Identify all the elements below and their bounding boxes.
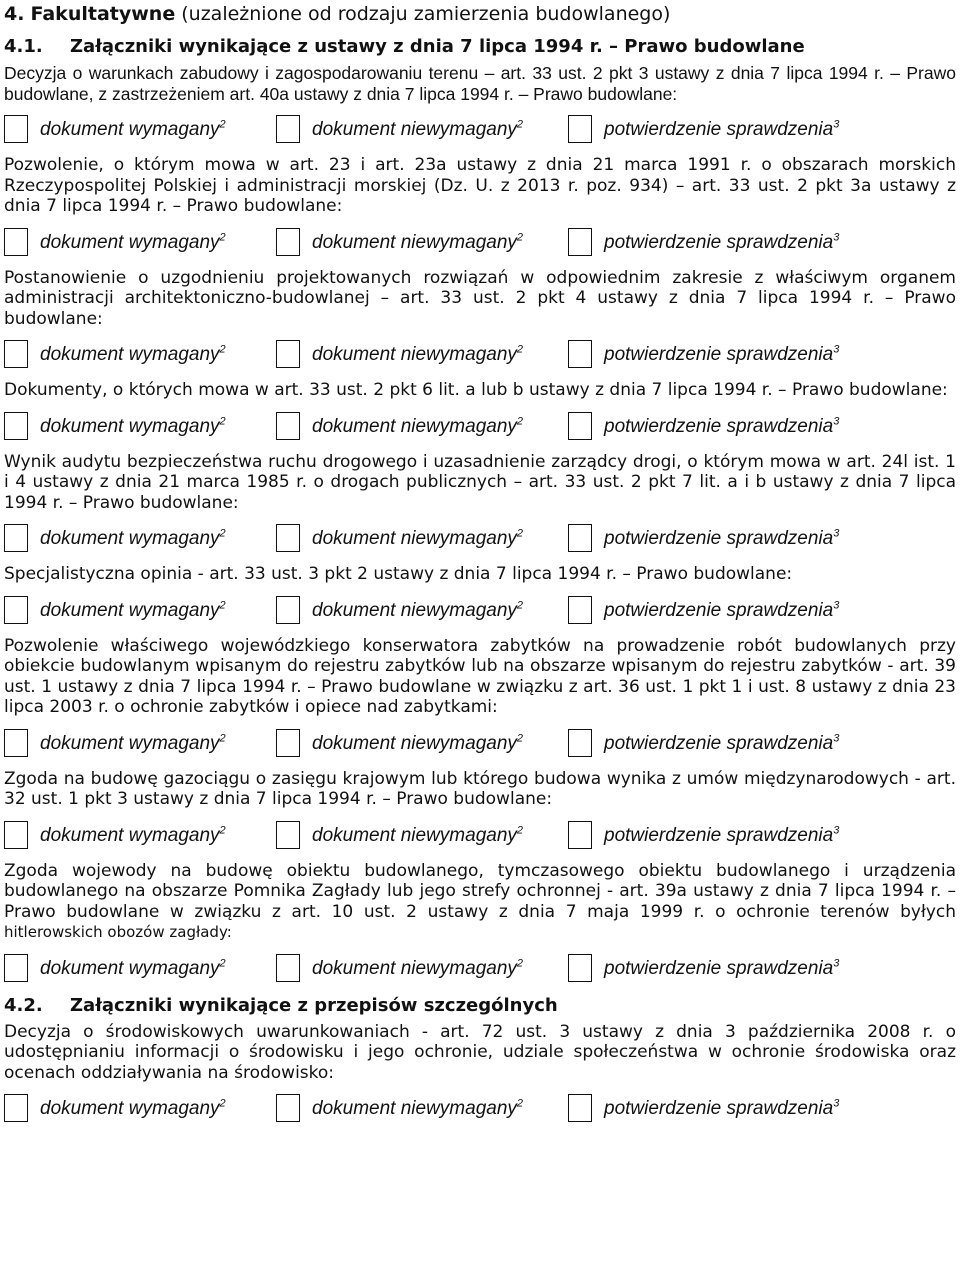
subsection-number: 4.1. <box>4 36 43 57</box>
subsection-number: 4.2. <box>4 994 43 1016</box>
not-required-label: dokument niewymagany$^2$ <box>312 118 524 140</box>
attachment-item-text: Decyzja o środowiskowych uwarunkowaniach - art. 72 ust. 3 ustawy z dnia 3 października 2008 r. o udostępnianiu informacji o środowisku i jego ochronie, udziale społeczeństwa w ochronie środowiska oraz ocenach oddziaływania na środowisko: <box>4 1021 956 1083</box>
confirmation-label: potwierdzenie sprawdzenia$^3$ <box>604 118 840 140</box>
confirmation-label: potwierdzenie sprawdzenia$^3$ <box>604 824 840 846</box>
attachment-item-text: Specjalistyczna opinia - art. 33 ust. 3 pkt 2 ustawy z dnia 7 lipca 1994 r. – Prawo budowlane: <box>4 564 793 584</box>
checkbox-row <box>4 112 956 146</box>
required-checkbox[interactable] <box>4 821 28 849</box>
not-required-label: dokument niewymagany$^2$ <box>312 231 524 253</box>
confirmation-checkbox[interactable] <box>568 115 592 143</box>
checkbox-row <box>4 225 956 259</box>
section-heading <box>4 0 956 26</box>
required-label: dokument wymagany$^2$ <box>40 824 226 846</box>
checkbox-row <box>4 409 956 443</box>
checkbox-row <box>4 1091 956 1125</box>
confirmation-checkbox[interactable] <box>568 729 592 757</box>
not-required-label: dokument niewymagany$^2$ <box>312 732 524 754</box>
required-checkbox[interactable] <box>4 1094 28 1122</box>
confirmation-checkbox[interactable] <box>568 821 592 849</box>
required-checkbox[interactable] <box>4 596 28 624</box>
confirmation-checkbox[interactable] <box>568 954 592 982</box>
not-required-checkbox[interactable] <box>276 954 300 982</box>
not-required-checkbox[interactable] <box>276 1094 300 1122</box>
required-label: dokument wymagany$^2$ <box>40 732 226 754</box>
required-label: dokument wymagany$^2$ <box>40 343 226 365</box>
not-required-label: dokument niewymagany$^2$ <box>312 415 524 437</box>
attachment-item-text: Wynik audytu bezpieczeństwa ruchu drogowego i uzasadnienie zarządcy drogi, o którym mowa w art. 24l ist. 1 i 4 ustawy z dnia 21 marca 1985 r. o drogach publicznych – art. 33 ust. 2 pkt 7 lit. a i b ustawy z dnia 7 lipca 1994 r. – Prawo budowlane: <box>4 451 956 513</box>
confirmation-checkbox[interactable] <box>568 340 592 368</box>
confirmation-label: potwierdzenie sprawdzenia$^3$ <box>604 231 840 253</box>
confirmation-checkbox[interactable] <box>568 1094 592 1122</box>
confirmation-label: potwierdzenie sprawdzenia$^3$ <box>604 527 840 549</box>
not-required-checkbox[interactable] <box>276 596 300 624</box>
not-required-label: dokument niewymagany$^2$ <box>312 957 524 979</box>
section-subtitle: (uzależnione od rodzaju zamierzenia budowlanego) <box>181 3 671 25</box>
required-checkbox[interactable] <box>4 954 28 982</box>
required-checkbox[interactable] <box>4 412 28 440</box>
confirmation-label: potwierdzenie sprawdzenia$^3$ <box>604 599 840 621</box>
checkbox-row <box>4 951 956 985</box>
attachment-item-text: Pozwolenie, o którym mowa w art. 23 i art. 23a ustawy z dnia 21 marca 1991 r. o obszarach morskich Rzeczypospolitej Polskiej i administracji morskiej (Dz. U. z 2013 r. poz. 934) – art. 33 ust. 2 pkt 3a ustawy z dnia 7 lipca 1994 r. – Prawo budowlane: <box>4 155 956 216</box>
not-required-label: dokument niewymagany$^2$ <box>312 343 524 365</box>
confirmation-checkbox[interactable] <box>568 228 592 256</box>
not-required-label: dokument niewymagany$^2$ <box>312 824 524 846</box>
not-required-label: dokument niewymagany$^2$ <box>312 527 524 549</box>
required-checkbox[interactable] <box>4 340 28 368</box>
not-required-checkbox[interactable] <box>276 524 300 552</box>
attachment-item-text: Zgoda na budowę gazociągu o zasięgu krajowym lub którego budowa wynika z umów międzynarodowych - art. 32 ust. 1 pkt 3 ustawy z dnia 7 lipca 1994 r. – Prawo budowlane: <box>4 768 956 809</box>
checkbox-row <box>4 521 956 555</box>
required-label: dokument wymagany$^2$ <box>40 1097 226 1119</box>
required-checkbox[interactable] <box>4 228 28 256</box>
attachment-item-text: Dokumenty, o których mowa w art. 33 ust. 2 pkt 6 lit. a lub b ustawy z dnia 7 lipca 1994 r. – Prawo budowlane: <box>4 380 948 400</box>
not-required-checkbox[interactable] <box>276 115 300 143</box>
required-label: dokument wymagany$^2$ <box>40 957 226 979</box>
confirmation-label: potwierdzenie sprawdzenia$^3$ <box>604 957 840 979</box>
required-label: dokument wymagany$^2$ <box>40 118 226 140</box>
subsection-title: Załączniki wynikające z ustawy z dnia 7 lipca 1994 r. – Prawo budowlane <box>70 36 805 57</box>
confirmation-label: potwierdzenie sprawdzenia$^3$ <box>604 732 840 754</box>
document-page <box>4 0 956 1134</box>
not-required-checkbox[interactable] <box>276 412 300 440</box>
not-required-label: dokument niewymagany$^2$ <box>312 599 524 621</box>
subsection-heading-4-2 <box>4 994 956 1018</box>
not-required-label: dokument niewymagany$^2$ <box>312 1097 524 1119</box>
not-required-checkbox[interactable] <box>276 729 300 757</box>
required-checkbox[interactable] <box>4 115 28 143</box>
checkbox-row <box>4 593 956 627</box>
required-checkbox[interactable] <box>4 729 28 757</box>
confirmation-checkbox[interactable] <box>568 412 592 440</box>
subsection-title: Załączniki wynikające z przepisów szczególnych <box>70 994 558 1016</box>
section-number: 4. <box>4 3 25 25</box>
attachment-item-text: Zgoda wojewody na budowę obiektu budowlanego, tymczasowego obiektu budowlanego i urządzenia budowlanego na obszarze Pomnika Zagłady lub jego strefy ochronnej - art. 39a ustawy z dnia 7 lipca 1994 r. – Prawo budowlane w związku z art. 10 ust. 2 ustawy z dnia 7 maja 1999 r. o ochronie terenów byłych hitlerowskich obozów zagłady: <box>4 860 956 941</box>
required-label: dokument wymagany$^2$ <box>40 599 226 621</box>
section-title: Fakultatywne <box>30 3 176 25</box>
attachment-item-text: Pozwolenie właściwego wojewódzkiego konserwatora zabytków na prowadzenie robót budowlanych przy obiekcie budowlanym wpisanym do rejestru zabytków lub na obszarze wpisanym do rejestru zabytków - art. 39 ust. 1 ustawy z dnia 7 lipca 1994 r. – Prawo budowlane w związku z art. 36 ust. 1 pkt 1 i ust. 8 ustawy z dnia 23 lipca 2003 r. o ochronie zabytków i opiece nad zabytkami: <box>4 635 956 717</box>
confirmation-checkbox[interactable] <box>568 524 592 552</box>
checkbox-row <box>4 337 956 371</box>
attachment-item-text: Postanowienie o uzgodnieniu projektowanych rozwiązań w odpowiednim zakresie z właściwym organem administracji architektoniczno-budowlanej – art. 33 ust. 2 pkt 4 ustawy z dnia 7 lipca 1994 r. – Prawo budowlane: <box>4 267 956 329</box>
confirmation-checkbox[interactable] <box>568 596 592 624</box>
confirmation-label: potwierdzenie sprawdzenia$^3$ <box>604 343 840 365</box>
attachment-item-text: Decyzja o warunkach zabudowy i zagospodarowaniu terenu – art. 33 ust. 2 pkt 3 ustawy z dnia 7 lipca 1994 r. – Prawo budowlane, z zastrzeżeniem art. 40a ustawy z dnia 7 lipca 1994 r. – Prawo budowlane: <box>4 63 956 104</box>
required-label: dokument wymagany$^2$ <box>40 415 226 437</box>
checkbox-row <box>4 726 956 760</box>
not-required-checkbox[interactable] <box>276 228 300 256</box>
not-required-checkbox[interactable] <box>276 821 300 849</box>
required-label: dokument wymagany$^2$ <box>40 527 226 549</box>
required-label: dokument wymagany$^2$ <box>40 231 226 253</box>
checkbox-row <box>4 818 956 852</box>
confirmation-label: potwierdzenie sprawdzenia$^3$ <box>604 1097 840 1119</box>
confirmation-label: potwierdzenie sprawdzenia$^3$ <box>604 415 840 437</box>
required-checkbox[interactable] <box>4 524 28 552</box>
subsection-heading-4-1 <box>4 35 956 59</box>
not-required-checkbox[interactable] <box>276 340 300 368</box>
